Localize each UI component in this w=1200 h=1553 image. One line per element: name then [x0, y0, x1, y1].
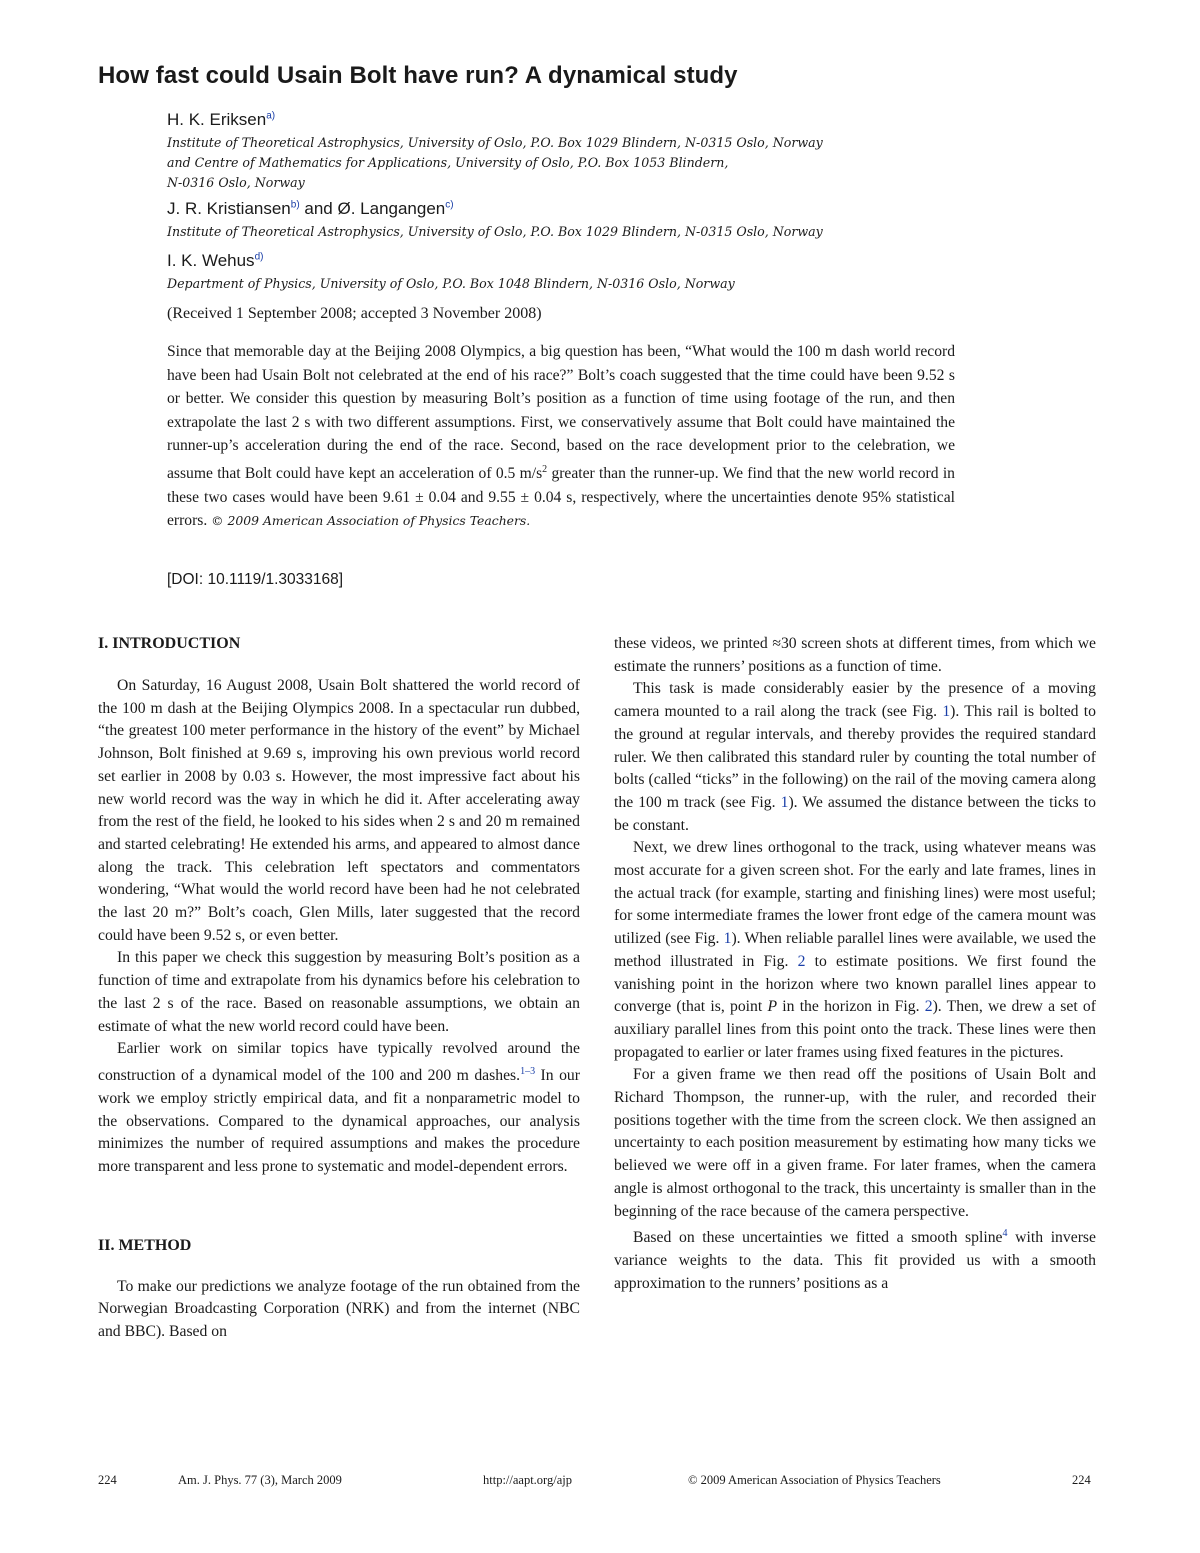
paragraph — [614, 678, 1096, 837]
point-label: P — [767, 998, 778, 1016]
affiliation-line: N-0316 Oslo, Norway — [167, 175, 305, 190]
affiliation-line: and Centre of Mathematics for Applications, University of Oslo, P.O. Box 1053 Blindern, — [167, 155, 729, 170]
affiliation — [167, 133, 967, 193]
paragraph-text: This task is made considerably easier by the presence of a moving camera mounted to a rail along the track (see Fig. — [614, 680, 1096, 721]
author-block-eriksen — [167, 110, 967, 193]
abstract-exponent: 2 — [542, 463, 548, 475]
figure-ref-2[interactable]: 2 — [797, 952, 806, 970]
affiliation — [167, 222, 967, 242]
paragraph-text: to estimate positions. We first found the vanishing point in the horizon where two known parallel lines appear to converge (that is, point — [614, 952, 1096, 1016]
affiliation-line: Department of Physics, University of Oslo, P.O. Box 1048 Blindern, N-0316 Oslo, Norway — [167, 276, 735, 291]
paragraph-text: in the horizon in Fig. — [777, 998, 925, 1016]
abstract — [167, 340, 955, 533]
abstract-text: greater than the runner-up. We find that the new world record in these two cases would have been 9.61 ± 0.04 and 9.55 ± 0.04 s, respectively, where the uncertainties denote 95% statistical errors. — [167, 465, 955, 530]
journal-url[interactable]: http://aapt.org/ajp — [483, 1473, 572, 1487]
paragraph: On Saturday, 16 August 2008, Usain Bolt shattered the world record of the 100 m dash at the Beijing Olympics 2008. In a spectacular run dubbed, “the greatest 100 meter performance in the history of the event” by Michael Johnson, Bolt finished at 9.69 s, improving his own previous world record set earlier in 2008 by 0.03 s. However, the most impressive fact about his new world record was the way in which he did it. After accelerating away from the rest of the field, he looked to his sides when 2 s and 20 m remained and started celebrating! He extended his arms, and appeared to almost dance along the track. This celebration left spectators and commentators wondering, “What would the world record have been had he not celebrated the last 20 m?” Bolt’s coach, Glen Mills, later suggested that the record could have been 9.52 s, or even better. — [98, 677, 580, 944]
author-footnote-mark[interactable]: c) — [445, 199, 454, 211]
paragraph — [98, 1038, 580, 1178]
figure-ref-1[interactable]: 1 — [723, 930, 732, 948]
right-column — [614, 633, 1096, 1296]
paragraph-text: with inverse variance weights to the data. This fit provided us with a smooth approximation to the runners’ positions as a — [614, 1229, 1096, 1292]
section-heading-introduction: I. INTRODUCTION — [98, 635, 241, 652]
paragraph: For a given frame we then read off the positions of Usain Bolt and Richard Thompson, the runner-up, with the ruler, and recorded their positions together with the time from the screen clock. We then assigned an uncertainty to each position measurement by estimating how many ticks we believed we were off in a given frame. For later frames, when the camera angle is almost orthogonal to the track, this uncertainty is smaller than in the beginning of the race because of the camera perspective. — [614, 1066, 1096, 1220]
citation-ref[interactable]: 1–3 — [520, 1065, 536, 1077]
paragraph — [614, 837, 1096, 1064]
affiliation-line: Institute of Theoretical Astrophysics, University of Oslo, P.O. Box 1029 Blindern, N-0315 Oslo, Norway — [167, 224, 823, 239]
page-number-right: 224 — [1072, 1473, 1091, 1487]
page-footer — [0, 1473, 1200, 1493]
author-line — [167, 199, 967, 219]
author-line — [167, 110, 967, 130]
affiliation — [167, 274, 967, 294]
paragraph: To make our predictions we analyze footage of the run obtained from the Norwegian Broadcasting Corporation (NRK) and from the internet (NBC and BBC). Based on — [98, 1277, 580, 1341]
author-name: Ø. Langangen — [337, 199, 446, 218]
author-joiner: and — [299, 199, 338, 218]
paragraph: In this paper we check this suggestion by measuring Bolt’s position as a function of time and extrapolate from his dynamics before his celebration to the last 2 s of the race. Based on reasonable assumptions, we obtain an estimate of what the new world record could have been. — [98, 949, 580, 1035]
paragraph-text: Next, we drew lines orthogonal to the track, using whatever means was most accurate for a given screen shot. For the early and late frames, lines in the actual track (for example, starting and finishing lines) were most useful; for some intermediate frames the lower front edge of the camera mount was utilized (see Fig. — [614, 839, 1096, 948]
figure-ref-1[interactable]: 1 — [942, 703, 951, 721]
doi[interactable]: [DOI: 10.1119/1.3033168] — [167, 571, 344, 588]
paragraph-text: ). This rail is bolted to the ground at regular intervals, and thereby provides the required standard ruler. We then calibrated this standard ruler by counting the total number of bolts (called “ticks” in the following) on the rail of the moving camera along the 100 m track (see Fig. — [614, 703, 1096, 811]
paragraph-text: Based on these uncertainties we fitted a smooth spline — [633, 1229, 1003, 1247]
author-footnote-mark[interactable]: a) — [266, 110, 276, 122]
left-column — [98, 633, 580, 1344]
paragraph-text: ). Then, we drew a set of auxiliary parallel lines from this point onto the track. These lines were then propagated to earlier or later frames using fixed features in the pictures. — [614, 998, 1096, 1061]
journal-citation: Am. J. Phys. 77 (3), March 2009 — [178, 1473, 342, 1487]
paragraph-text: Earlier work on similar topics have typically revolved around the construction of a dynamical model of the 100 and 200 m dashes. — [98, 1040, 580, 1085]
affiliation-line: Institute of Theoretical Astrophysics, University of Oslo, P.O. Box 1029 Blindern, N-0315 Oslo, Norway — [167, 135, 823, 150]
paragraph: these videos, we printed ≈30 screen shots at different times, from which we estimate the runners’ positions as a function of time. — [614, 635, 1096, 675]
author-footnote-mark[interactable]: d) — [254, 251, 264, 263]
section-heading-method: II. METHOD — [98, 1236, 192, 1254]
author-name: H. K. Eriksen — [167, 110, 267, 129]
received-dates: (Received 1 September 2008; accepted 3 November 2008) — [167, 305, 542, 322]
paper-title: How fast could Usain Bolt have run? A dynamical study — [98, 62, 738, 89]
author-name: I. K. Wehus — [167, 251, 255, 270]
author-line — [167, 251, 967, 271]
author-name: J. R. Kristiansen — [167, 199, 291, 218]
citation-ref[interactable]: 4 — [1002, 1228, 1008, 1240]
author-block-kristiansen-langangen — [167, 199, 967, 242]
figure-ref-2[interactable]: 2 — [924, 998, 933, 1016]
footer-copyright: © 2009 American Association of Physics Teachers — [688, 1473, 941, 1487]
paragraph-text: ). When reliable parallel lines were available, we used the method illustrated in Fig. — [614, 930, 1096, 970]
abstract-text: Since that memorable day at the Beijing 2008 Olympics, a big question has been, “What would the 100 m dash world record have been had Usain Bolt not celebrated at the end of his race?” Bolt’s coach suggested that the time could have been 9.52 s or better. We consider this question by measuring Bolt’s position as a function of time using footage of the run, and then extrapolate the last 2 s with two different assumptions. First, we conservatively assume that Bolt could have maintained the runner-up’s acceleration during the end of the race. Second, based on the race development prior to the celebration, we assume that Bolt could have kept an acceleration of 0.5 m/s — [167, 343, 955, 483]
page-number-left: 224 — [98, 1473, 117, 1487]
paragraph-text: In our work we employ strictly empirical data, and fit a nonparametric model to the observations. Compared to the dynamical approaches, our analysis minimizes the number of required assumptions and makes the procedure more transparent and less prone to systematic and model-dependent errors. — [98, 1067, 580, 1175]
author-footnote-mark[interactable]: b) — [290, 199, 300, 211]
paragraph — [614, 1223, 1096, 1295]
author-block-wehus — [167, 251, 967, 294]
paragraph-text: ). We assumed the distance between the ticks to be constant. — [614, 793, 1096, 834]
abstract-copyright: © 2009 American Association of Physics Teachers. — [211, 513, 531, 529]
figure-ref-1[interactable]: 1 — [780, 793, 789, 811]
